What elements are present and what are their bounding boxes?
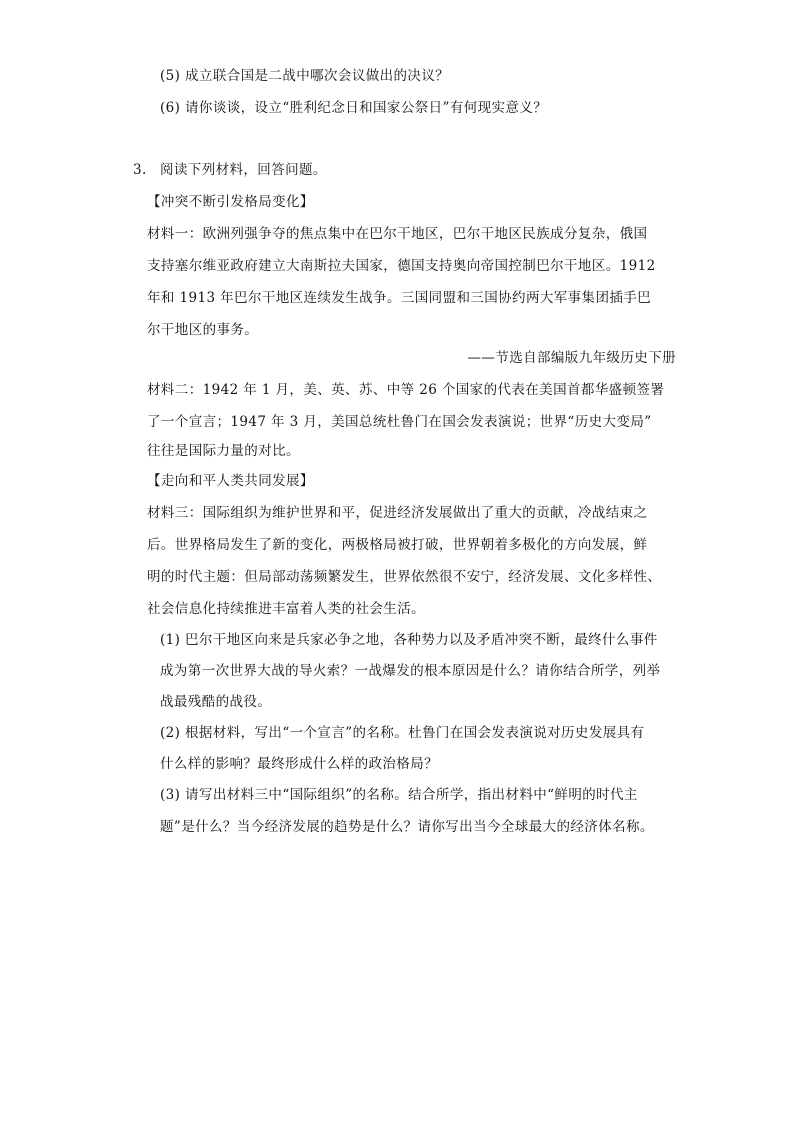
material-1-line: 年和 1913 年巴尔干地区连续发生战争。三国同盟和三国协约两大军事集团插手巴 bbox=[147, 290, 652, 306]
material-2-line: 往往是国际力量的对比。 bbox=[147, 443, 300, 459]
material-2-line: 了一个宣言；1947 年 3 月，美国总统杜鲁门在国会发表演说；世界“历史大变局” bbox=[147, 414, 652, 430]
question-number: 3. bbox=[133, 162, 147, 178]
previous-question-5: (5) 成立联合国是二战中哪次会议做出的决议？ bbox=[160, 68, 450, 84]
sub-question-2-line: (2) 根据材料，写出“一个宣言”的名称。杜鲁门在国会发表演说对历史发展具有 bbox=[160, 725, 645, 741]
material-1-line: 支持塞尔维亚政府建立大南斯拉夫国家，德国支持奥向帝国控制巴尔干地区。1912 bbox=[147, 258, 656, 274]
material-1-line: 尔干地区的事务。 bbox=[147, 322, 259, 338]
question-prompt: 阅读下列材料，回答问题。 bbox=[160, 162, 327, 178]
material-3-line: 社会信息化持续推进丰富着人类的社会生活。 bbox=[147, 601, 425, 617]
previous-question-6: (6) 请你谈谈，设立“胜利纪念日和国家公祭日”有何现实意义？ bbox=[160, 100, 548, 116]
material-3-line: 材料三：国际组织为维护世界和平，促进经济发展做出了重大的贡献，冷战结束之 bbox=[147, 505, 648, 521]
sub-question-3-line: 题”是什么？当今经济发展的趋势是什么？请你写出当今全球最大的经济体名称。 bbox=[160, 819, 654, 835]
section-heading-2: 【走向和平人类共同发展】 bbox=[147, 473, 314, 489]
material-2-line: 材料二：1942 年 1 月，美、英、苏、中等 26 个国家的代表在美国首都华盛顿签署 bbox=[147, 382, 665, 398]
sub-question-1-line: 战最残酷的战役。 bbox=[160, 694, 272, 710]
material-3-line: 明的时代主题：但局部动荡频繁发生，世界依然很不安宁，经济发展、文化多样性、 bbox=[147, 569, 662, 585]
sub-question-1-line: (1) 巴尔干地区向来是兵家必争之地，各种势力以及矛盾冲突不断，最终什么事件 bbox=[160, 632, 658, 648]
sub-question-3-line: (3) 请写出材料三中“国际组织”的名称。结合所学，指出材料中“鲜明的时代主 bbox=[160, 787, 638, 803]
material-1-source: ——节选自部编版九年级历史下册 bbox=[467, 350, 676, 366]
section-heading-1: 【冲突不断引发格局变化】 bbox=[147, 194, 314, 210]
material-3-line: 后。世界格局发生了新的变化，两极格局被打破，世界朝着多极化的方向发展，鲜 bbox=[147, 537, 648, 553]
material-1-line: 材料一：欧洲列强争夺的焦点集中在巴尔干地区，巴尔干地区民族成分复杂，俄国 bbox=[147, 226, 648, 242]
sub-question-1-line: 成为第一次世界大战的导火索？一战爆发的根本原因是什么？请你结合所学，列举 bbox=[160, 663, 661, 679]
sub-question-2-line: 什么样的影响？最终形成什么样的政治格局？ bbox=[160, 756, 438, 772]
